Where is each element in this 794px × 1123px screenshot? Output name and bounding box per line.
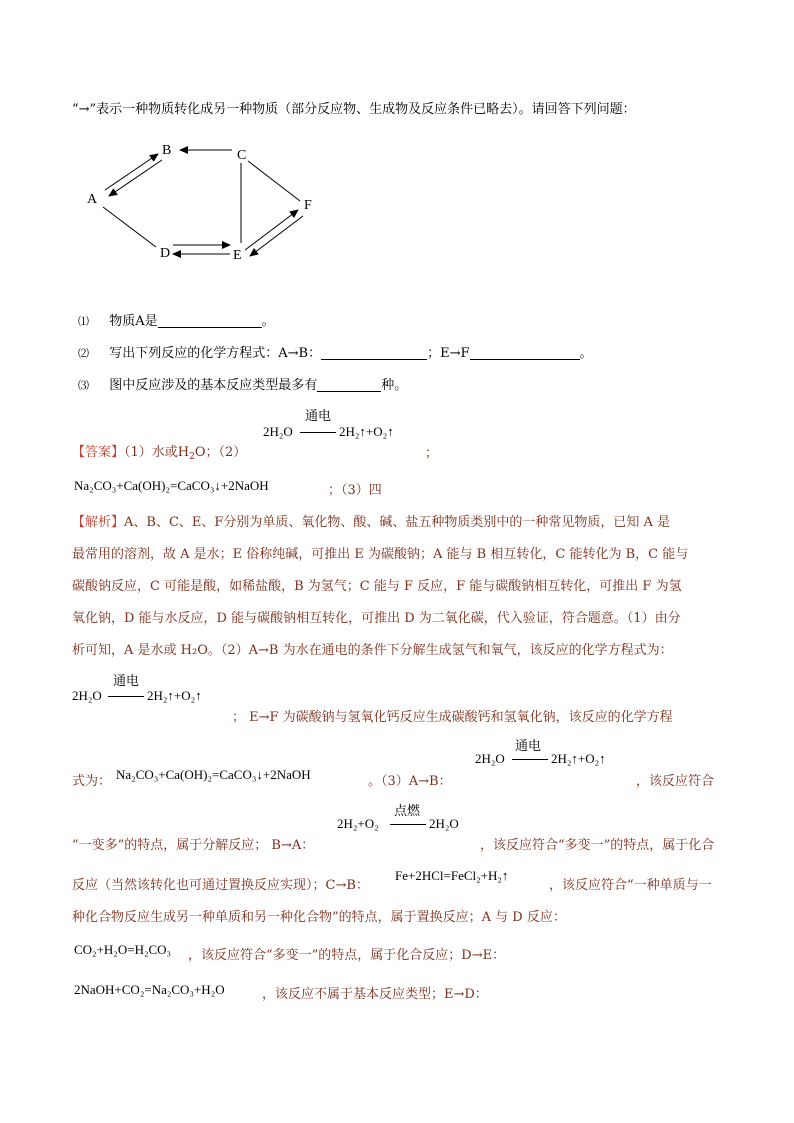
- analysis-line-5: 析可知，A 是水或 H₂O。（2）A→B 为水在通电的条件下分解生成氢气和氧气，该反应的化学方程式为：: [72, 643, 673, 658]
- eq-na2co3-analysis: Na₂CO₃+Ca(OH)₂=CaCO₃↓+2NaOH: [116, 767, 311, 782]
- analysis-line-6: ； E→F 为碳酸钠与氢氧化钙反应生成碳酸钙和氢氧化钠，该反应的化学方程: [232, 710, 673, 725]
- eq-co2: CO₂+H₂O=H₂CO₃: [74, 942, 172, 957]
- analysis-line-9a: 反应（当然该转化也可通过置换反应实现）；C→B：: [72, 878, 369, 893]
- cond-elec-answer: 通电: [305, 409, 332, 424]
- analysis-line-7b: 。（3）A→B：: [368, 774, 452, 789]
- eq-h2-left: 2H₂+O₂: [337, 816, 379, 831]
- cond-elec-2: 通电: [515, 739, 542, 754]
- question-3: [78, 376, 407, 396]
- q2-number: ⑵: [78, 347, 89, 360]
- analysis-line-1: [72, 513, 670, 533]
- q2-blank-EF[interactable]: [470, 346, 580, 360]
- arrow-E-F: [245, 210, 298, 250]
- eq-bar-answer: [300, 432, 336, 433]
- intro-text: “→”表示一种物质转化成另一种物质（部分反应物、生成物及反应条件已略去）。请回答下列问题：: [72, 102, 636, 117]
- eq-naoh: 2NaOH+CO₂=Na₂CO₃+H₂O: [74, 982, 225, 997]
- q1-number: ⑴: [78, 315, 89, 328]
- q2-mid: ；E→F: [427, 346, 470, 361]
- answer-label: 【答案】: [72, 445, 125, 460]
- q1-end: 。: [261, 314, 275, 329]
- arrow-F-E: [250, 216, 303, 256]
- q2-blank-AB[interactable]: [321, 346, 427, 360]
- analysis-line-2: 最常用的溶剂，故 A 是水；E 俗称纯碱，可推出 E 为碳酸钠；A 能与 B 相互转化，C 能转化为 B，C 能与: [72, 547, 689, 562]
- analysis-line-7c: ，该反应符合: [636, 774, 715, 789]
- eq-water-right-1: 2H₂↑+O₂↑: [147, 688, 202, 703]
- q3-blank[interactable]: [317, 378, 381, 392]
- arrow-A-B: [105, 154, 158, 190]
- eq-water-left-answer: 2H₂O: [263, 424, 293, 439]
- answer-part-1: （1）水或H: [124, 445, 190, 460]
- conversion-diagram: [70, 135, 330, 270]
- answer-semicolon: ；: [425, 446, 439, 461]
- node-B: B: [162, 143, 172, 158]
- answer-part-3: ；（3）四: [328, 483, 382, 498]
- eq-bar-2: [512, 759, 548, 760]
- question-1: [78, 312, 275, 332]
- analysis-line-8a: “一变多”的特点，属于分解反应； B→A：: [72, 838, 315, 853]
- q3-text: 图中反应涉及的基本反应类型最多有: [109, 378, 318, 393]
- node-A: A: [87, 192, 98, 207]
- node-C: C: [237, 148, 247, 163]
- eq-water-left-1: 2H₂O: [72, 688, 102, 703]
- analysis-line-3: 碳酸钠反应，C 可能是酸，如稀盐酸，B 为氢气；C 能与 F 反应，F 能与碳酸钠相互转化，可推出 F 为氢: [72, 579, 682, 594]
- cond-elec-1: 通电: [113, 674, 140, 689]
- node-F: F: [304, 198, 312, 213]
- q3-end: 种。: [381, 378, 408, 393]
- q2-end: 。: [579, 346, 593, 361]
- eq-bar-3: [390, 824, 426, 825]
- analysis-line-11: ，该反应符合“多变一”的特点，属于化合反应；D→E：: [188, 948, 506, 963]
- eq-na2co3-answer: Na₂CO₃+Ca(OH)₂=CaCO₃↓+2NaOH: [74, 478, 269, 493]
- analysis-line-9b: ，该反应符合“一种单质与一: [549, 878, 712, 893]
- eq-water-right-answer: 2H₂↑+O₂↑: [339, 424, 394, 439]
- eq-fe: Fe+2HCl=FeCl₂+H₂↑: [395, 868, 509, 883]
- analysis-line-7a: 式为：: [72, 774, 112, 789]
- cond-burn: 点燃: [394, 804, 421, 819]
- analysis-line-4: 氧化钠，D 能与水反应，D 能与碳酸钠相互转化，可推出 D 为二氧化碳，代入验证，符合题意。（1）由分: [72, 611, 681, 626]
- q1-text: 物质A是: [109, 314, 158, 329]
- line-A-D: [103, 207, 156, 247]
- answer-part-1b: O；（2）: [194, 445, 247, 460]
- q1-answer-blank[interactable]: [158, 314, 262, 328]
- analysis-line-10: 种化合物反应生成另一种单质和另一种化合物”的特点，属于置换反应；A 与 D 反应：: [72, 910, 566, 925]
- eq-bar-1: [108, 696, 144, 697]
- analysis-label: 【解析】: [72, 515, 125, 530]
- q2-text: 写出下列反应的化学方程式：A→B：: [109, 346, 322, 361]
- eq-h2-right: 2H₂O: [429, 816, 459, 831]
- question-2: [78, 344, 593, 364]
- analysis-line-8b: ，该反应符合“多变一”的特点，属于化合: [480, 838, 715, 853]
- eq-water-left-2: 2H₂O: [475, 751, 505, 766]
- analysis-text-1: A、B、C、E、F分别为单质、氧化物、酸、碱、盐五种物质类别中的一种常见物质，已知 A 是: [124, 515, 671, 530]
- node-E: E: [233, 248, 242, 263]
- analysis-line-12: ，该反应不属于基本反应类型；E→D：: [262, 987, 488, 1002]
- q3-number: ⑶: [78, 379, 89, 392]
- eq-water-right-2: 2H₂↑+O₂↑: [551, 751, 606, 766]
- node-D: D: [160, 246, 171, 261]
- arrow-B-A: [109, 160, 162, 196]
- answer-line-1: 【答案】（1）水或$H_2O$；（2）: [72, 445, 247, 462]
- line-C-F: [248, 161, 300, 201]
